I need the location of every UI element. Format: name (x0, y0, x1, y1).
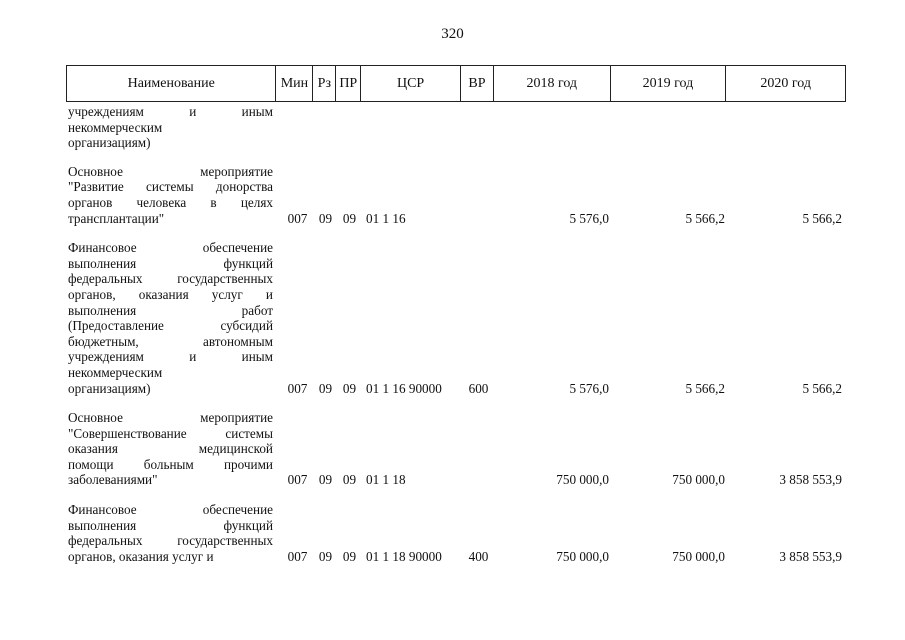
row-name-line: организациям) (68, 135, 151, 151)
row-2020: 3 858 553,9 (779, 548, 842, 564)
row-name-line: Финансовое обеспечение (68, 502, 273, 518)
row-name-line: органов человека в целях (68, 194, 273, 210)
row-2019: 5 566,2 (685, 380, 725, 396)
row-min: 007 (287, 210, 308, 226)
row-name-line: "Развитие системы донорства (68, 179, 273, 195)
row-2018: 750 000,0 (556, 548, 609, 564)
table-header (66, 65, 846, 102)
table-row (67, 164, 846, 226)
row-name-line: выполнения работ (68, 302, 273, 318)
row-2020: 5 566,2 (802, 210, 842, 226)
row-csr: 01 1 18 90000 (366, 548, 442, 564)
row-min: 007 (287, 548, 308, 564)
row-name-line: трансплантации" (68, 210, 165, 226)
row-name (67, 104, 273, 151)
table-row (67, 502, 846, 564)
row-rz: 09 (318, 210, 333, 226)
row-name-line: оказания медицинской (68, 441, 273, 457)
row-name-line: учреждениям и иным (68, 349, 273, 365)
row-name-line: некоммерческим (68, 364, 163, 380)
row-name (67, 164, 273, 226)
row-name-line: федеральных государственных (68, 271, 273, 287)
header-2020: 2020 год (760, 75, 811, 91)
page-number: 320 (441, 26, 464, 42)
row-2018: 5 576,0 (569, 210, 609, 226)
row-rz: 09 (318, 380, 333, 396)
table-row (67, 104, 846, 151)
row-pr: 09 (342, 210, 357, 226)
row-2020: 5 566,2 (802, 380, 842, 396)
row-name-line: федеральных государственных (68, 533, 273, 549)
row-name-line: "Совершенствование системы (68, 425, 273, 441)
header-min: Мин (276, 66, 313, 101)
row-pr: 09 (342, 472, 357, 488)
header-pr: ПР (336, 66, 361, 101)
table-body (67, 104, 846, 578)
row-name (67, 240, 273, 396)
header-vr: ВР (461, 66, 494, 101)
row-name-line: (Предоставление субсидий (68, 318, 273, 334)
row-vr: 600 (468, 380, 489, 396)
row-name (67, 502, 273, 564)
row-name-line: Основное мероприятие (68, 410, 273, 426)
table-row (67, 410, 846, 488)
header-2018: 2018 год (494, 66, 611, 101)
row-pr: 09 (342, 380, 357, 396)
row-csr: 01 1 16 90000 (366, 380, 442, 396)
row-name-line: Основное мероприятие (68, 163, 273, 179)
row-name (67, 410, 273, 488)
row-name-line: организациям) (68, 380, 151, 396)
row-name-line: выполнения функций (68, 255, 273, 271)
row-2018: 5 576,0 (569, 380, 609, 396)
row-name-line: органов, оказания услуг и (68, 548, 214, 564)
row-2019: 750 000,0 (672, 472, 725, 488)
row-vr: 400 (468, 548, 489, 564)
row-name-line: органов, оказания услуг и (68, 286, 273, 302)
row-2019: 750 000,0 (672, 548, 725, 564)
row-2018: 750 000,0 (556, 472, 609, 488)
row-name-line: бюджетным, автономным (68, 333, 273, 349)
table-row (67, 240, 846, 396)
row-name-line: Финансовое обеспечение (68, 240, 273, 256)
row-csr: 01 1 18 (366, 472, 406, 488)
row-rz: 09 (318, 472, 333, 488)
row-min: 007 (287, 380, 308, 396)
row-name-line: некоммерческим (68, 119, 163, 135)
row-2020: 3 858 553,9 (779, 472, 842, 488)
header-csr: ЦСР (361, 66, 461, 101)
row-name-line: учреждениям и иным (68, 104, 273, 119)
row-pr: 09 (342, 548, 357, 564)
header-rz: Рз (313, 66, 336, 101)
row-csr: 01 1 16 (366, 210, 406, 226)
row-name-line: выполнения функций (68, 517, 273, 533)
header-name: Наименование (67, 66, 276, 101)
row-name-line: помощи больным прочими (68, 456, 273, 472)
row-min: 007 (287, 472, 308, 488)
row-2019: 5 566,2 (685, 210, 725, 226)
row-rz: 09 (318, 548, 333, 564)
header-2019: 2019 год (611, 66, 727, 101)
row-name-line: заболеваниями" (68, 472, 158, 488)
